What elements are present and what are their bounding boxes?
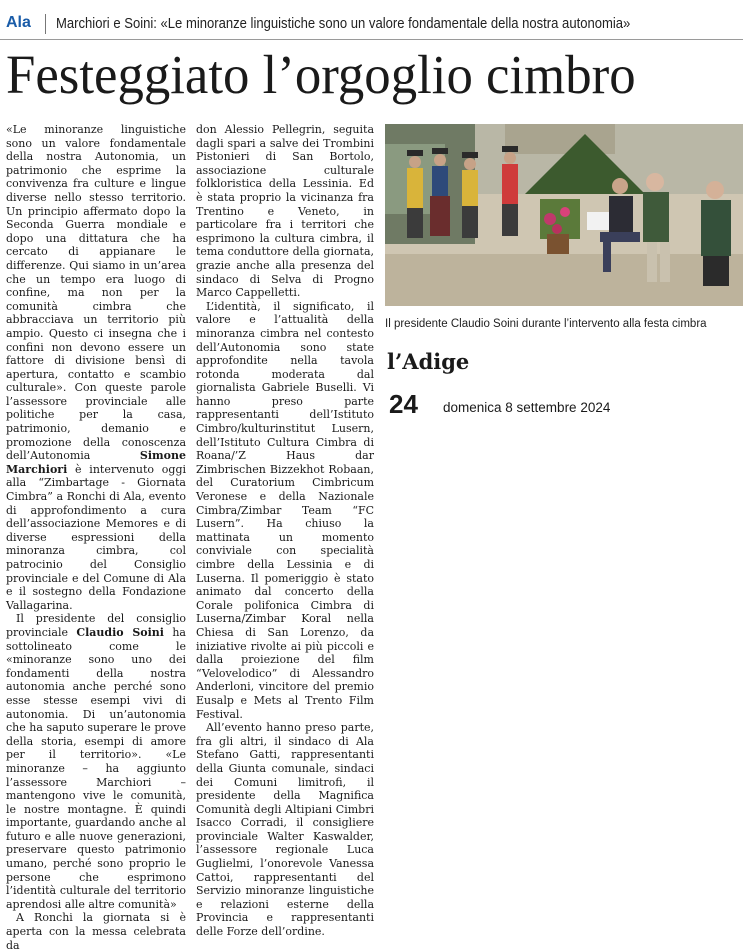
article-kicker: Marchiori e Soini: «Le minoranze linguistiche sono un valore fondamentale della nostra autonomia» [56, 15, 631, 32]
paragraph-text: Il presidente del consiglio provinciale [6, 612, 186, 639]
photo-caption: Il presidente Claudio Soini durante l’intervento alla festa cimbra [385, 318, 707, 330]
person-name: Simone Marchiori [6, 449, 186, 476]
paragraph [6, 612, 186, 911]
article-column-1 [6, 123, 186, 952]
article-header [0, 0, 743, 40]
paragraph-text: «Le minoranze linguistiche sono un valore fondamentale della nostra Autonomia, un patrimonio che esprime la convivenza fra culture e lingue diverse nello stesso territorio. Un principio affermato dopo la Seconda Guerra mondiale e dopo una dittatura che ha cercato di appianare le differenze. Qui siamo in un’area che un tempo era luogo di confine, ma non per la comunità cimbra che abbracciava un territorio più ampio. Questo ci insegna che i confini non devono essere un fattore di divisione bensì di apertura, contatto e scambio culturale». Con queste parole l’assessore provinciale alle politiche per la casa, patrimonio, demanio e promozione della conoscenza dell’Autonomia [6, 123, 186, 463]
page-number: 24 [389, 389, 418, 419]
header-rule [0, 39, 743, 40]
section-label[interactable]: Ala [6, 14, 31, 31]
paragraph-text: A Ronchi la giornata si è aperta con la messa celebrata da [6, 911, 186, 952]
header-divider [45, 14, 46, 34]
paragraph [6, 911, 186, 952]
article-column-2 [196, 123, 374, 939]
paragraph-text: ha sottolineato come le «minoranze sono uno dei fondamenti della nostra autonomia anche perché sono esse stesse esempi vivi di autonomia. Di un’autonomia che ha saputo superare le prove della storia, esempi di amore per il territorio». «Le minoranze – ha aggiunto l’assessore Marchiori – mantengono vive le comunità, le nostre montagne. È quindi importante, guardando anche al futuro e alle nuove generazioni, preservare questo patrimonio umano, perché sono proprio le persone che esprimono l’identità culturale del territorio aprendosi alle altre comunità» [6, 625, 186, 911]
paragraph: don Alessio Pellegrin, seguita dagli spari a salve dei Trombini Pistonieri di San Bortolo, associazione culturale folkloristica della Lessinia. Ed è stata proprio la vicinanza fra Trentino e Veneto, in particolare fra i territori che esprimono la cultura cimbra, il tema conduttore della giornata, grazie anche alla presenza del sindaco di Selva di Progno Marco Cappelletti. [196, 123, 374, 300]
paragraph: All’evento hanno preso parte, fra gli altri, il sindaco di Ala Stefano Gatti, rappresentanti della Giunta comunale, sindaci dei Comuni limitrofi, il presidente della Magnifica Comunità degli Altipiani Cimbri Isacco Corradi, il consigliere provinciale Walter Kaswalder, l’assessore regionale Luca Guglielmi, l’onorevole Vanessa Cattoi, rappresentanti del Servizio minoranze linguistiche e relazioni esterne della Provincia e rappresentanti delle Forze dell’ordine. [196, 721, 374, 939]
event-photo [385, 124, 743, 306]
paragraph: L’identità, il significato, il valore e l’attualità della minoranza cimbra nel contesto dell’Autonomia sono state approfondite nella tavola rotonda moderata dal giornalista Gabriele Buselli. Vi hanno preso parte rappresentanti dell’Istituto Cimbro/kulturinstitut Lusern, dell’Istituto Cultura Cimbra di Roana/’Z Haus dar Zimbrischen Bizzekhot Robaan, del Curatorium Cimbricum Veronese e della Nazionale Cimbra/Zimbar Team “FC Lusern”. Ha chiuso la mattinata un momento conviviale con specialità cimbre della Lessinia e di Luserna. Il pomeriggio è stato animato dal concerto della Corale polifonica Cimbra di Luserna/Zimbar Koral nella Chiesa di San Lorenzo, da iniziative rivolte ai più piccoli e dalla proiezione del film “Velovelodico” di Alessandro Anderloni, vincitore del premio Eusalp e Mets al Trento Film Festival. [196, 299, 374, 721]
paragraph [6, 123, 186, 612]
person-name: Claudio Soini [76, 625, 164, 639]
paragraph-text: è intervenuto oggi alla “Zimbartage - Giornata Cimbra” a Ronchi di Ala, evento di approfondimento a cura dell’associazione Memores e di diverse espressioni della minoranza cimbra, col patrocinio del Consiglio provinciale e del Comune di Ala e il sostegno della Fondazione Vallagarina. [6, 462, 186, 612]
newspaper-logo: l’Adige [387, 349, 470, 374]
photo-illustration [385, 124, 743, 306]
issue-date: domenica 8 settembre 2024 [443, 400, 611, 415]
article-headline: Festeggiato l’orgoglio cimbro [6, 44, 636, 105]
